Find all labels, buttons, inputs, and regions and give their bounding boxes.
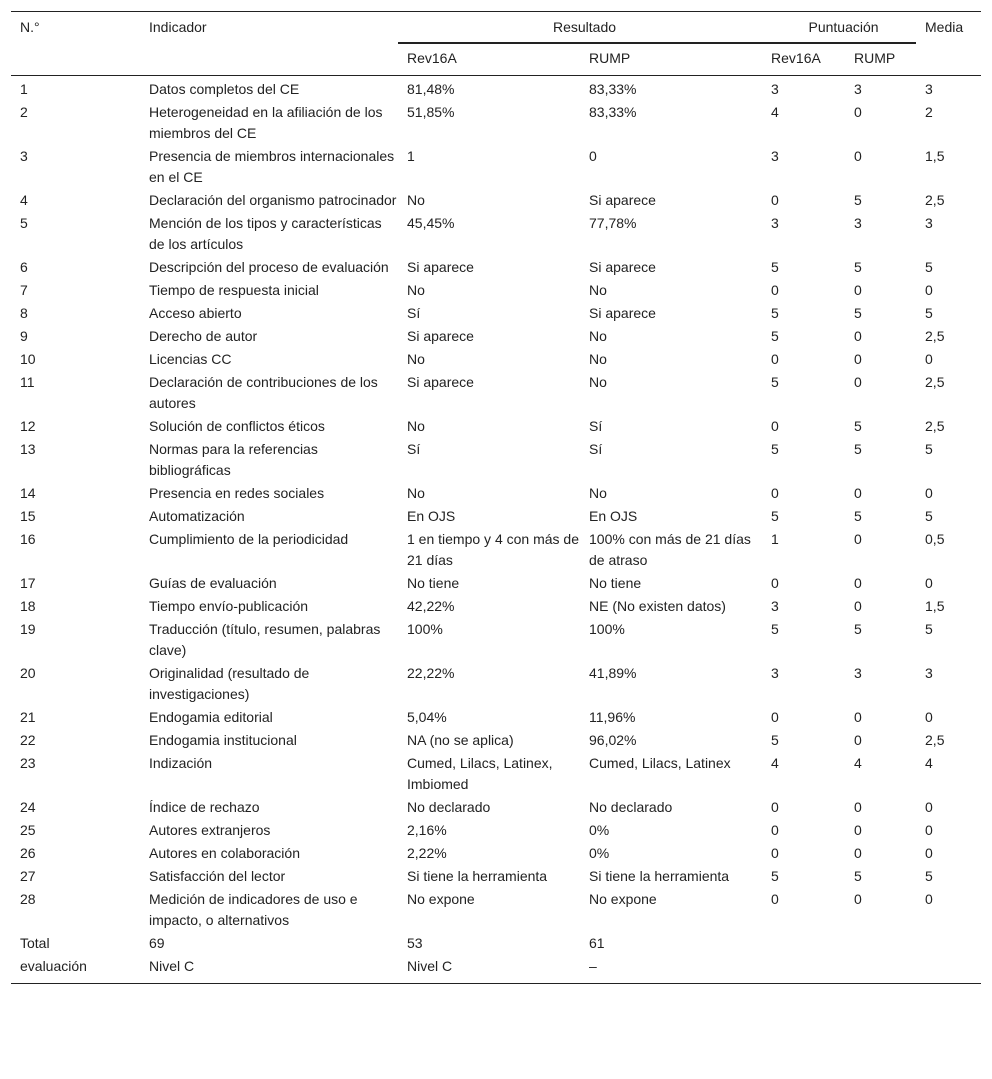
- header-score: Puntuación: [762, 12, 916, 44]
- cell-score-rump: 0: [854, 282, 862, 298]
- table-row: [11, 865, 981, 888]
- cell-result-rump: 100%: [589, 621, 625, 637]
- cell-indicator: 69: [149, 935, 165, 951]
- cell-score-rev16a: 0: [771, 282, 779, 298]
- cell-result-rev16a: 100%: [407, 621, 443, 637]
- table-row: [11, 572, 981, 595]
- table-row: [11, 325, 981, 348]
- cell-indicator: Declaración del organismo patrocinador: [149, 192, 397, 208]
- cell-score-rump: 0: [854, 485, 862, 501]
- cell-mean: [916, 932, 981, 955]
- cell-score-rev16a: 5: [771, 441, 779, 457]
- cell-score-rump: 0: [854, 328, 862, 344]
- cell-num: 14: [20, 485, 36, 501]
- table-row: [11, 348, 981, 371]
- cell-result-rev16a: Si aparece: [407, 328, 474, 344]
- cell-mean: 5: [925, 868, 933, 884]
- cell-score-rev16a: 3: [771, 665, 779, 681]
- cell-result-rump: 0%: [589, 845, 610, 861]
- cell-mean: 0: [925, 485, 933, 501]
- table-row: [11, 888, 981, 932]
- cell-mean: 0: [925, 351, 933, 367]
- cell-num: 10: [20, 351, 36, 367]
- table-row: [11, 482, 981, 505]
- cell-result-rev16a: En OJS: [407, 508, 456, 524]
- cell-score-rev16a: 0: [771, 799, 779, 815]
- cell-result-rev16a: 45,45%: [407, 215, 455, 231]
- cell-indicator: Presencia en redes sociales: [149, 485, 325, 501]
- cell-num: 11: [20, 374, 35, 390]
- cell-score-rump: [845, 955, 916, 984]
- cell-result-rump: 77,78%: [589, 215, 637, 231]
- cell-score-rev16a: 3: [771, 148, 779, 164]
- cell-num: 25: [20, 822, 36, 838]
- cell-score-rump: 5: [854, 259, 862, 275]
- cell-num: 26: [20, 845, 36, 861]
- cell-score-rump: 3: [854, 665, 862, 681]
- cell-result-rev16a: No: [407, 485, 425, 501]
- cell-result-rev16a: 22,22%: [407, 665, 455, 681]
- cell-result-rev16a: 5,04%: [407, 709, 447, 725]
- cell-indicator: Cumplimiento de la periodicidad: [149, 531, 349, 547]
- cell-score-rev16a: 0: [771, 709, 779, 725]
- cell-score-rev16a: 3: [771, 598, 779, 614]
- cell-score-rump: 4: [854, 755, 862, 771]
- cell-num: 20: [20, 665, 36, 681]
- cell-num: Total: [20, 935, 50, 951]
- cell-result-rev16a: Si aparece: [407, 374, 474, 390]
- table-row: [11, 595, 981, 618]
- cell-result-rump: No: [589, 374, 607, 390]
- cell-num: 19: [20, 621, 36, 637]
- cell-result-rev16a: 1 en tiempo y 4 con más de 21 días: [407, 531, 579, 568]
- cell-mean: 5: [925, 305, 933, 321]
- cell-indicator: Traducción (título, resumen, palabras clave): [149, 621, 381, 658]
- cell-result-rev16a: No: [407, 351, 425, 367]
- table-row: [11, 212, 981, 256]
- cell-mean: 2,5: [925, 418, 945, 434]
- cell-num: 27: [20, 868, 36, 884]
- cell-mean: 5: [925, 441, 933, 457]
- cell-indicator: Descripción del proceso de evaluación: [149, 259, 389, 275]
- table-body: [11, 76, 981, 984]
- cell-indicator: Derecho de autor: [149, 328, 258, 344]
- cell-result-rump: 41,89%: [589, 665, 637, 681]
- table-row: [11, 101, 981, 145]
- cell-mean: 0,5: [925, 531, 945, 547]
- cell-mean: 0: [925, 822, 933, 838]
- table-row: [11, 438, 981, 482]
- cell-indicator: Presencia de miembros internacionales en el CE: [149, 148, 395, 185]
- cell-score-rump: 5: [854, 621, 862, 637]
- cell-result-rump: Si aparece: [589, 192, 656, 208]
- cell-result-rump: Sí: [589, 418, 603, 434]
- cell-result-rev16a: Sí: [407, 305, 421, 321]
- header-num: N.°: [20, 19, 40, 35]
- cell-indicator: Acceso abierto: [149, 305, 242, 321]
- table-row: [11, 189, 981, 212]
- cell-num: 12: [20, 418, 36, 434]
- cell-result-rev16a: No expone: [407, 891, 475, 907]
- table-row: [11, 796, 981, 819]
- cell-result-rev16a: No: [407, 282, 425, 298]
- cell-score-rev16a: 5: [771, 732, 779, 748]
- cell-num: evaluación: [20, 958, 87, 974]
- cell-result-rump: No: [589, 351, 607, 367]
- cell-indicator: Originalidad (resultado de investigaciones): [149, 665, 310, 702]
- cell-result-rev16a: No: [407, 192, 425, 208]
- header-result-rev16a: Rev16A: [407, 50, 457, 66]
- cell-result-rump: No: [589, 485, 607, 501]
- cell-score-rump: 5: [854, 441, 862, 457]
- cell-num: 1: [20, 81, 28, 97]
- cell-result-rev16a: 51,85%: [407, 104, 455, 120]
- cell-mean: 2,5: [925, 328, 945, 344]
- header-indicator: Indicador: [149, 19, 207, 35]
- cell-result-rump: NE (No existen datos): [589, 598, 726, 614]
- cell-score-rump: 5: [854, 418, 862, 434]
- cell-score-rev16a: 0: [771, 891, 779, 907]
- cell-mean: 2,5: [925, 732, 945, 748]
- cell-score-rump: 0: [854, 104, 862, 120]
- cell-mean: 3: [925, 215, 933, 231]
- cell-mean: 0: [925, 709, 933, 725]
- cell-result-rev16a: 1: [407, 148, 415, 164]
- cell-result-rump: 83,33%: [589, 104, 637, 120]
- cell-score-rump: 0: [854, 598, 862, 614]
- cell-mean: 3: [925, 81, 933, 97]
- cell-indicator: Endogamia institucional: [149, 732, 297, 748]
- cell-result-rump: No: [589, 282, 607, 298]
- cell-score-rev16a: 3: [771, 81, 779, 97]
- cell-indicator: Indización: [149, 755, 213, 771]
- cell-indicator: Mención de los tipos y características de los artículos: [149, 215, 382, 252]
- cell-result-rev16a: 81,48%: [407, 81, 455, 97]
- cell-mean: 0: [925, 845, 933, 861]
- cell-score-rump: 0: [854, 709, 862, 725]
- cell-indicator: Autores extranjeros: [149, 822, 271, 838]
- cell-mean: 2,5: [925, 374, 945, 390]
- cell-result-rev16a: Nivel C: [407, 958, 453, 974]
- cell-mean: 0: [925, 891, 933, 907]
- cell-result-rump: 0: [589, 148, 597, 164]
- cell-indicator: Licencias CC: [149, 351, 232, 367]
- cell-mean: 1,5: [925, 598, 945, 614]
- cell-result-rump: 96,02%: [589, 732, 637, 748]
- cell-num: 22: [20, 732, 36, 748]
- cell-result-rump: No expone: [589, 891, 657, 907]
- cell-mean: 0: [925, 799, 933, 815]
- cell-mean: 0: [925, 282, 933, 298]
- cell-score-rev16a: 3: [771, 215, 779, 231]
- table-row: [11, 279, 981, 302]
- cell-num: 13: [20, 441, 36, 457]
- cell-score-rev16a: 5: [771, 328, 779, 344]
- cell-score-rump: 0: [854, 891, 862, 907]
- indicators-table: [11, 11, 981, 984]
- cell-score-rev16a: 0: [771, 351, 779, 367]
- cell-score-rev16a: 0: [771, 822, 779, 838]
- cell-result-rev16a: 2,22%: [407, 845, 447, 861]
- cell-result-rump: Si aparece: [589, 259, 656, 275]
- table-row: [11, 415, 981, 438]
- cell-indicator: Medición de indicadores de uso e impacto, o alternativos: [149, 891, 358, 928]
- table-row: [11, 371, 981, 415]
- cell-score-rump: 5: [854, 868, 862, 884]
- cell-num: 5: [20, 215, 28, 231]
- table-row: [11, 662, 981, 706]
- header-score-rev16a: Rev16A: [771, 50, 821, 66]
- cell-score-rev16a: 0: [771, 575, 779, 591]
- cell-score-rev16a: 5: [771, 305, 779, 321]
- cell-result-rump: 83,33%: [589, 81, 637, 97]
- cell-indicator: Automatización: [149, 508, 245, 524]
- cell-mean: 5: [925, 259, 933, 275]
- cell-num: 7: [20, 282, 28, 298]
- table-row: [11, 505, 981, 528]
- cell-result-rump: Sí: [589, 441, 603, 457]
- cell-score-rev16a: 4: [771, 104, 779, 120]
- cell-mean: [916, 955, 981, 984]
- cell-mean: 4: [925, 755, 933, 771]
- cell-mean: 3: [925, 665, 933, 681]
- cell-num: 8: [20, 305, 28, 321]
- cell-result-rump: No tiene: [589, 575, 642, 591]
- cell-num: 24: [20, 799, 36, 815]
- cell-num: 17: [20, 575, 36, 591]
- header-score-rump: RUMP: [854, 50, 896, 66]
- cell-score-rump: 0: [854, 374, 862, 390]
- cell-result-rump: –: [589, 958, 597, 974]
- cell-mean: 5: [925, 508, 933, 524]
- cell-mean: 0: [925, 575, 933, 591]
- cell-indicator: Nivel C: [149, 958, 195, 974]
- cell-score-rump: 0: [854, 732, 862, 748]
- cell-score-rump: 5: [854, 305, 862, 321]
- cell-result-rump: 100% con más de 21 días de atraso: [589, 531, 751, 568]
- cell-num: 6: [20, 259, 28, 275]
- cell-score-rump: 3: [854, 81, 862, 97]
- cell-result-rev16a: 2,16%: [407, 822, 447, 838]
- cell-num: 28: [20, 891, 36, 907]
- cell-num: 18: [20, 598, 36, 614]
- cell-score-rev16a: [762, 955, 845, 984]
- cell-score-rump: 0: [854, 822, 862, 838]
- cell-indicator: Normas para la referencias bibliográficas: [149, 441, 318, 478]
- table-row: [11, 955, 981, 984]
- cell-score-rev16a: 0: [771, 845, 779, 861]
- cell-result-rump: Si aparece: [589, 305, 656, 321]
- cell-indicator: Solución de conflictos éticos: [149, 418, 325, 434]
- table-row: [11, 618, 981, 662]
- cell-result-rev16a: No declarado: [407, 799, 491, 815]
- cell-score-rev16a: 1: [771, 531, 779, 547]
- cell-result-rump: Cumed, Lilacs, Latinex: [589, 755, 731, 771]
- cell-result-rev16a: Sí: [407, 441, 421, 457]
- cell-indicator: Autores en colaboración: [149, 845, 300, 861]
- table-row: [11, 752, 981, 796]
- table-row: [11, 706, 981, 729]
- cell-result-rev16a: NA (no se aplica): [407, 732, 514, 748]
- cell-score-rev16a: 0: [771, 418, 779, 434]
- cell-indicator: Satisfacción del lector: [149, 868, 286, 884]
- cell-result-rev16a: Cumed, Lilacs, Latinex, Imbiomed: [407, 755, 553, 792]
- cell-score-rev16a: 5: [771, 259, 779, 275]
- cell-result-rump: En OJS: [589, 508, 638, 524]
- cell-score-rev16a: 5: [771, 621, 779, 637]
- cell-result-rev16a: 42,22%: [407, 598, 455, 614]
- cell-indicator: Tiempo de respuesta inicial: [149, 282, 319, 298]
- cell-mean: 2,5: [925, 192, 945, 208]
- cell-result-rump: 0%: [589, 822, 610, 838]
- cell-mean: 5: [925, 621, 933, 637]
- cell-result-rump: 61: [589, 935, 605, 951]
- cell-result-rump: No: [589, 328, 607, 344]
- table-row: [11, 729, 981, 752]
- header-result: Resultado: [398, 12, 762, 44]
- table-row: [11, 145, 981, 189]
- header-mean: Media: [925, 19, 964, 35]
- table-row: [11, 819, 981, 842]
- cell-indicator: Heterogeneidad en la afiliación de los miembros del CE: [149, 104, 383, 141]
- cell-score-rump: 3: [854, 215, 862, 231]
- table-row: [11, 302, 981, 325]
- cell-indicator: Índice de rechazo: [149, 799, 260, 815]
- table-row: [11, 76, 981, 102]
- cell-indicator: Datos completos del CE: [149, 81, 300, 97]
- cell-score-rump: 0: [854, 531, 862, 547]
- cell-num: 16: [20, 531, 36, 547]
- cell-indicator: Declaración de contribuciones de los autores: [149, 374, 378, 411]
- cell-score-rev16a: [762, 932, 845, 955]
- cell-score-rump: 0: [854, 799, 862, 815]
- cell-score-rump: 5: [854, 508, 862, 524]
- cell-result-rev16a: No tiene: [407, 575, 460, 591]
- cell-score-rev16a: 0: [771, 192, 779, 208]
- cell-score-rump: [845, 932, 916, 955]
- cell-score-rev16a: 5: [771, 868, 779, 884]
- table-row: [11, 256, 981, 279]
- cell-mean: 1,5: [925, 148, 945, 164]
- cell-score-rump: 0: [854, 575, 862, 591]
- cell-result-rump: Si tiene la herramienta: [589, 868, 730, 884]
- cell-num: 15: [20, 508, 36, 524]
- cell-score-rev16a: 4: [771, 755, 779, 771]
- cell-score-rev16a: 5: [771, 374, 779, 390]
- cell-num: 2: [20, 104, 28, 120]
- cell-result-rev16a: 53: [407, 935, 423, 951]
- table-row: [11, 528, 981, 572]
- table-row: [11, 932, 981, 955]
- cell-num: 3: [20, 148, 28, 164]
- table-row: [11, 842, 981, 865]
- cell-score-rump: 0: [854, 351, 862, 367]
- cell-result-rump: No declarado: [589, 799, 673, 815]
- cell-indicator: Endogamia editorial: [149, 709, 273, 725]
- cell-score-rev16a: 5: [771, 508, 779, 524]
- cell-score-rump: 5: [854, 192, 862, 208]
- cell-result-rev16a: Si tiene la herramienta: [407, 868, 548, 884]
- cell-score-rump: 0: [854, 148, 862, 164]
- cell-result-rump: 11,96%: [589, 709, 636, 725]
- cell-score-rev16a: 0: [771, 485, 779, 501]
- cell-indicator: Guías de evaluación: [149, 575, 277, 591]
- cell-indicator: Tiempo envío-publicación: [149, 598, 309, 614]
- cell-num: 9: [20, 328, 28, 344]
- cell-result-rev16a: No: [407, 418, 425, 434]
- cell-mean: 2: [925, 104, 933, 120]
- header-result-rump: RUMP: [589, 50, 631, 66]
- cell-num: 4: [20, 192, 28, 208]
- cell-num: 23: [20, 755, 36, 771]
- cell-score-rump: 0: [854, 845, 862, 861]
- cell-result-rev16a: Si aparece: [407, 259, 474, 275]
- cell-num: 21: [20, 709, 36, 725]
